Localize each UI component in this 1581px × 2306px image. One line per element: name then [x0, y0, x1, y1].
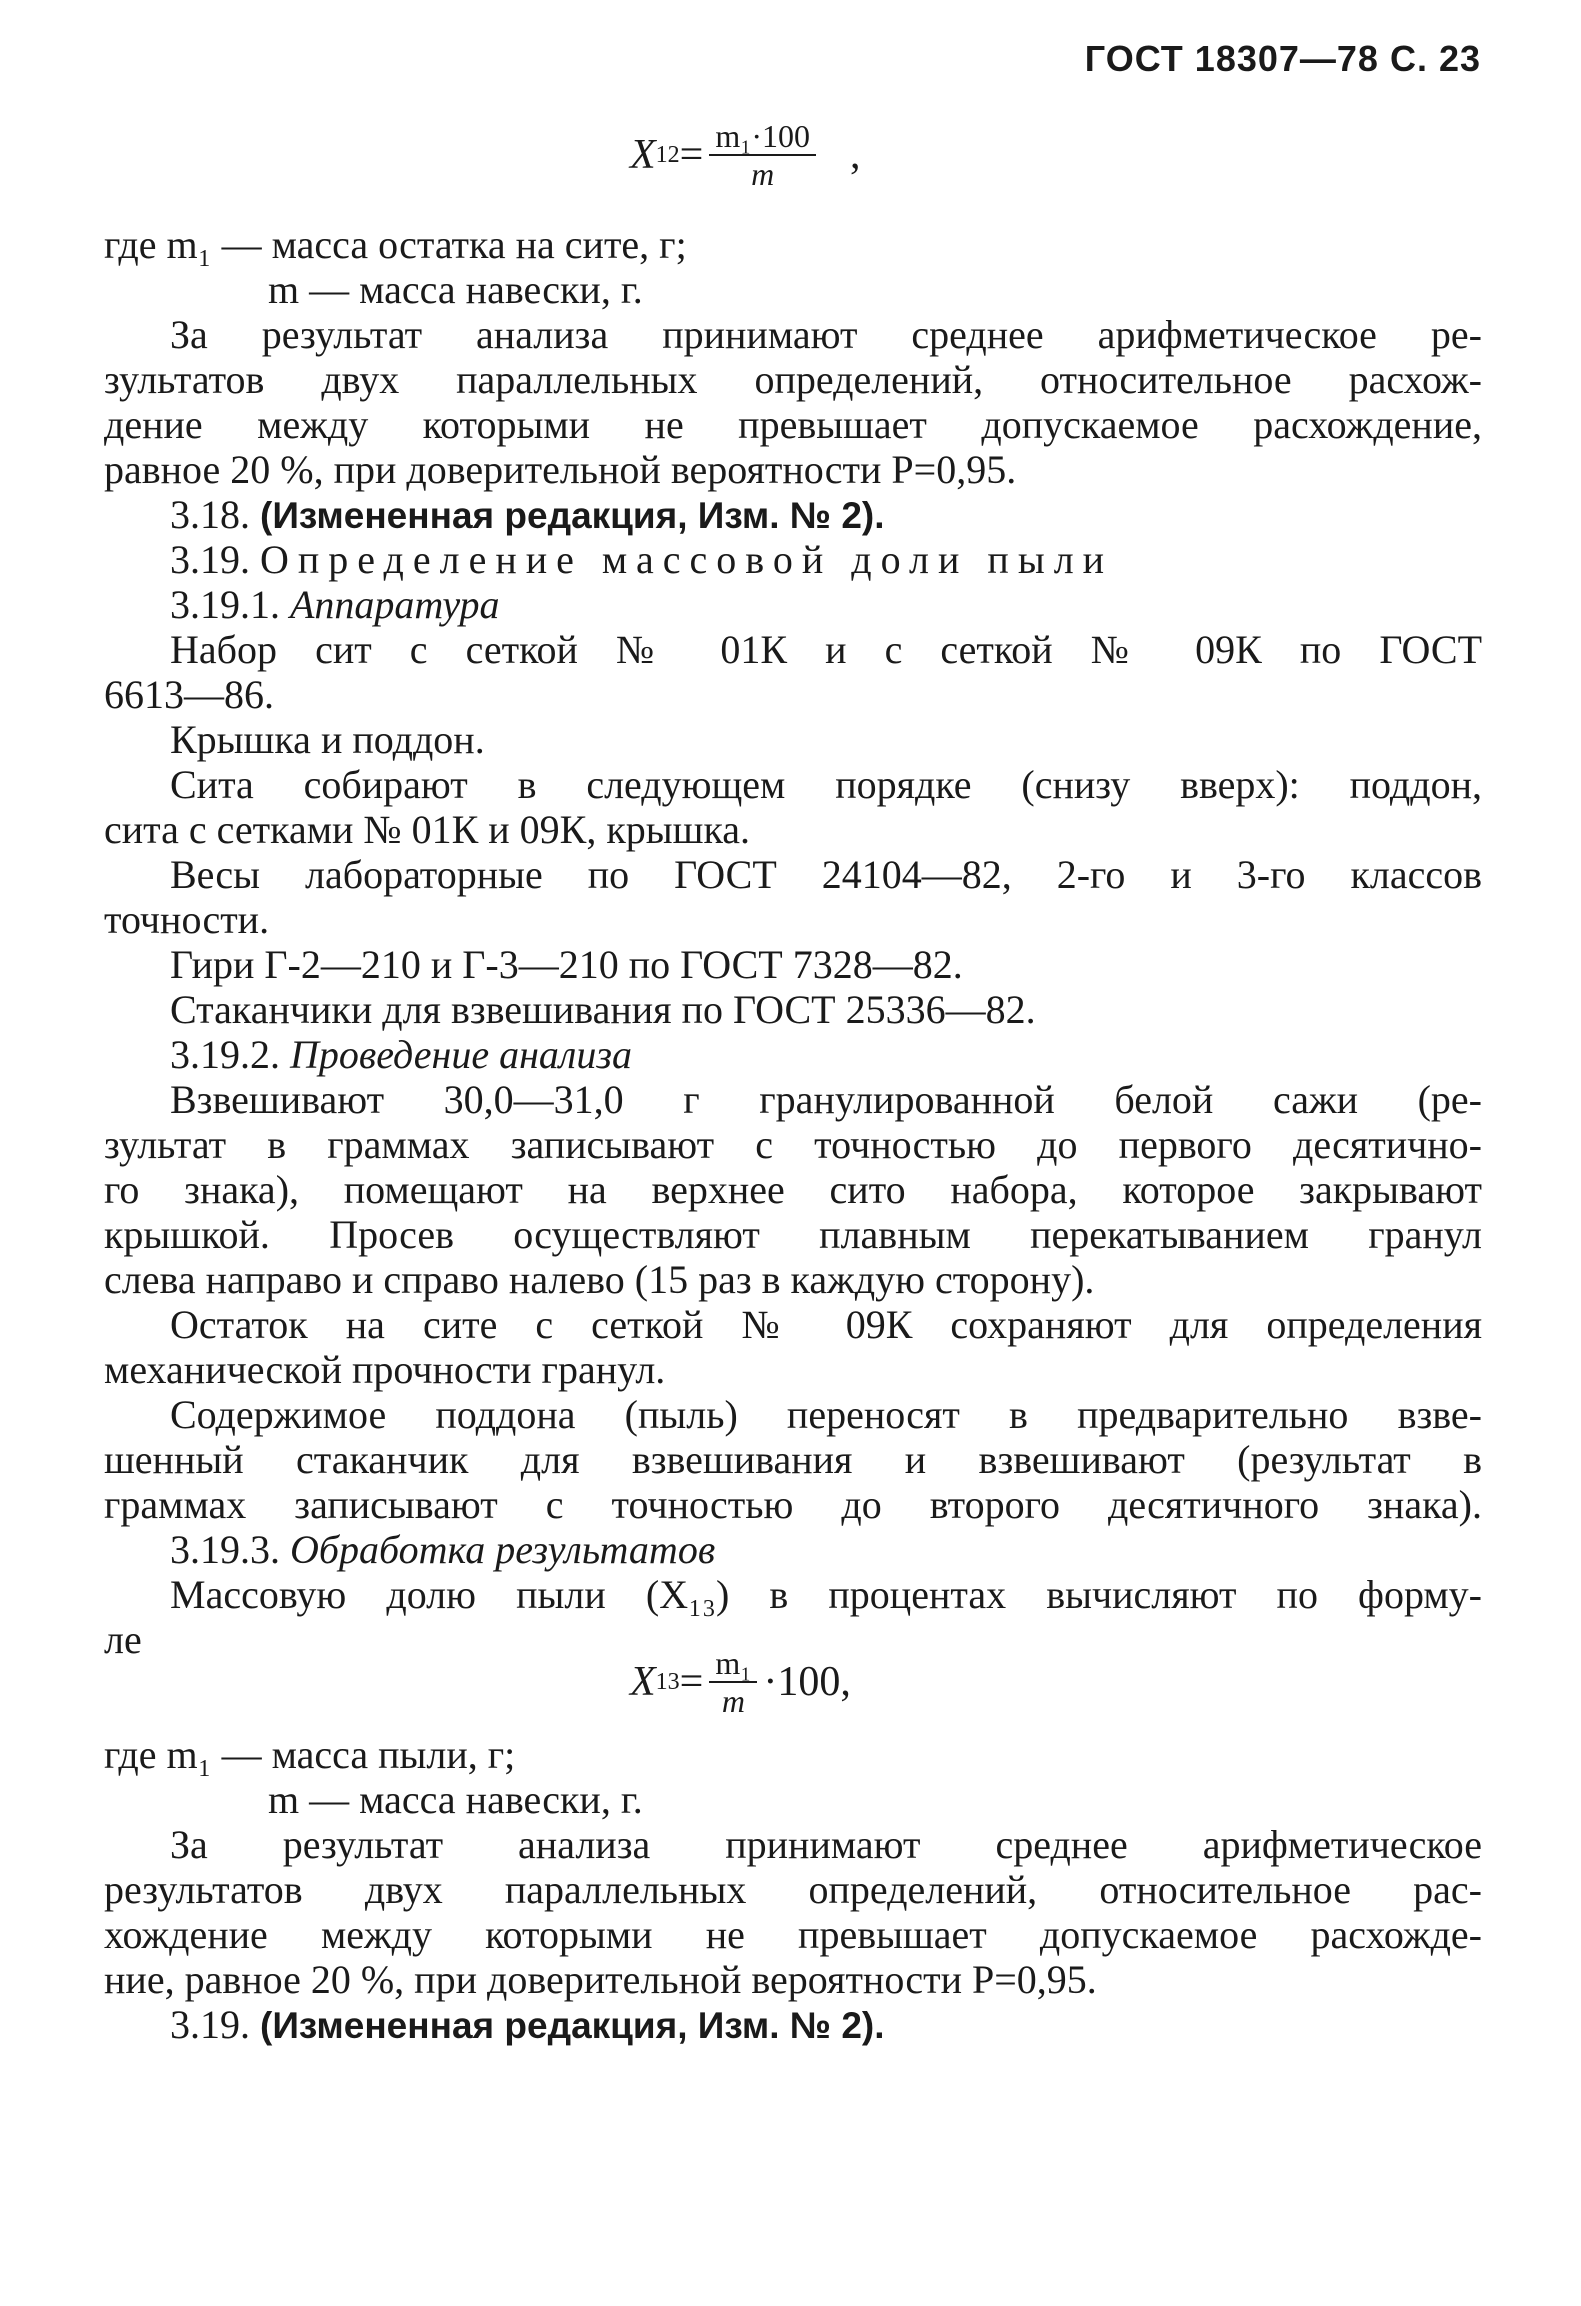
apparatus-line: сита с сетками № 01К и 09К, крышка.	[104, 807, 751, 852]
body-text-top	[104, 222, 1482, 1662]
where-line: m — масса навески, г.	[268, 1777, 643, 1822]
body-text-bottom	[104, 1732, 1482, 2047]
formula-x12-eq: =	[679, 132, 704, 178]
paragraph-line: хождение между которыми не превышает допускаемое расхожде-	[104, 1912, 1482, 1957]
procedure-line: слева направо и справо налево (15 раз в каждую сторону).	[104, 1257, 1095, 1302]
formula-x13-tail: ·100,	[763, 1659, 851, 1705]
subsection-title: Обработка результатов	[290, 1527, 716, 1572]
procedure-line: Содержимое поддона (пыль) переносят в предварительно взве-	[170, 1392, 1482, 1437]
clause-number: 3.19.	[170, 537, 250, 582]
procedure-line: го знака), помещают на верхнее сито набора, которое закрывают	[104, 1167, 1482, 1212]
formula-x12-lhs: X	[630, 132, 656, 178]
procedure-line: зультат в граммах записывают с точностью до первого десятично-	[104, 1122, 1482, 1167]
procedure-line: Остаток на сите с сеткой № 09К сохраняют для определения	[170, 1302, 1482, 1347]
formula-x13-lhs: X	[630, 1659, 656, 1705]
formula-x13-numerator: m₁	[709, 1645, 757, 1683]
subsection-heading-3191	[104, 582, 1482, 627]
formula-x12-denominator: m	[751, 156, 775, 192]
formula-x13-fraction	[709, 1645, 757, 1719]
apparatus-line: точности.	[104, 897, 270, 942]
formula-x12-fraction	[709, 118, 816, 192]
clause-number: 3.19.	[170, 2002, 250, 2047]
clause-number: 3.19.1.	[170, 582, 280, 627]
apparatus-line: Сита собирают в следующем порядке (снизу вверх): поддон,	[170, 762, 1482, 807]
section-title: Определение массовой доли пыли	[260, 537, 1114, 582]
formula-x12-sub: 12	[655, 141, 680, 168]
formula-x12	[630, 118, 861, 192]
clause-number: 3.18.	[170, 492, 250, 537]
procedure-line: шенный стаканчик для взвешивания и взвешивают (результат в	[104, 1437, 1482, 1482]
formula-x13-sub: 13	[655, 1668, 680, 1695]
paragraph-line: результатов двух параллельных определений, относительное рас-	[104, 1867, 1482, 1912]
where-line: где m₁ — масса пыли, г;	[104, 1732, 516, 1777]
procedure-line: Взвешивают 30,0—31,0 г гранулированной белой сажи (ре-	[170, 1077, 1482, 1122]
apparatus-line: Гири Г-2—210 и Г-3—210 по ГОСТ 7328—82.	[170, 942, 963, 987]
calc-line: Массовую долю пыли (X₁₃) в процентах вычисляют по форму-	[170, 1572, 1482, 1617]
apparatus-line: Крышка и поддон.	[170, 717, 485, 762]
subsection-heading-3192	[104, 1032, 1482, 1077]
paragraph-line: За результат анализа принимают среднее арифметическое	[170, 1822, 1482, 1867]
procedure-line: граммах записывают с точностью до второго десятичного знака).	[104, 1482, 1482, 1527]
where-line: m — масса навески, г.	[268, 267, 643, 312]
formula-x13-denominator: m	[721, 1683, 745, 1719]
apparatus-line: Стаканчики для взвешивания по ГОСТ 25336—82.	[170, 987, 1036, 1032]
formula-x13-eq: =	[679, 1659, 704, 1705]
paragraph-line: равное 20 %, при доверительной вероятности P=0,95.	[104, 447, 1017, 492]
subsection-title: Аппаратура	[290, 582, 500, 627]
subsection-title: Проведение анализа	[290, 1032, 632, 1077]
formula-x12-numerator: m₁·100	[709, 118, 816, 156]
running-header: ГОСТ 18307—78 С. 23	[1084, 38, 1481, 79]
clause-number: 3.19.3.	[170, 1527, 280, 1572]
procedure-line: крышкой. Просев осуществляют плавным перекатыванием гранул	[104, 1212, 1482, 1257]
paragraph-line: ние, равное 20 %, при доверительной вероятности P=0,95.	[104, 1957, 1097, 2002]
formula-x12-tail: ,	[850, 132, 861, 178]
amendment-note-318	[104, 492, 1482, 537]
subsection-heading-3193	[104, 1527, 1482, 1572]
amendment-note-319	[104, 2002, 1482, 2047]
section-heading-319	[104, 537, 1482, 582]
amendment-text: (Измененная редакция, Изм. № 2).	[260, 495, 885, 536]
procedure-line: механической прочности гранул.	[104, 1347, 666, 1392]
clause-number: 3.19.2.	[170, 1032, 280, 1077]
where-line: где m₁ — масса остатка на сите, г;	[104, 222, 687, 267]
apparatus-line: Весы лабораторные по ГОСТ 24104—82, 2-го и 3-го классов	[170, 852, 1482, 897]
paragraph-line: За результат анализа принимают среднее арифметическое ре-	[170, 312, 1482, 357]
paragraph-line: зультатов двух параллельных определений, относительное расхож-	[104, 357, 1482, 402]
apparatus-line: 6613—86.	[104, 672, 274, 717]
paragraph-line: дение между которыми не превышает допускаемое расхождение,	[104, 402, 1482, 447]
calc-line: ле	[104, 1617, 142, 1662]
apparatus-line: Набор сит с сеткой № 01К и с сеткой № 09К по ГОСТ	[170, 627, 1482, 672]
amendment-text: (Измененная редакция, Изм. № 2).	[260, 2005, 885, 2046]
formula-x13	[630, 1645, 851, 1719]
